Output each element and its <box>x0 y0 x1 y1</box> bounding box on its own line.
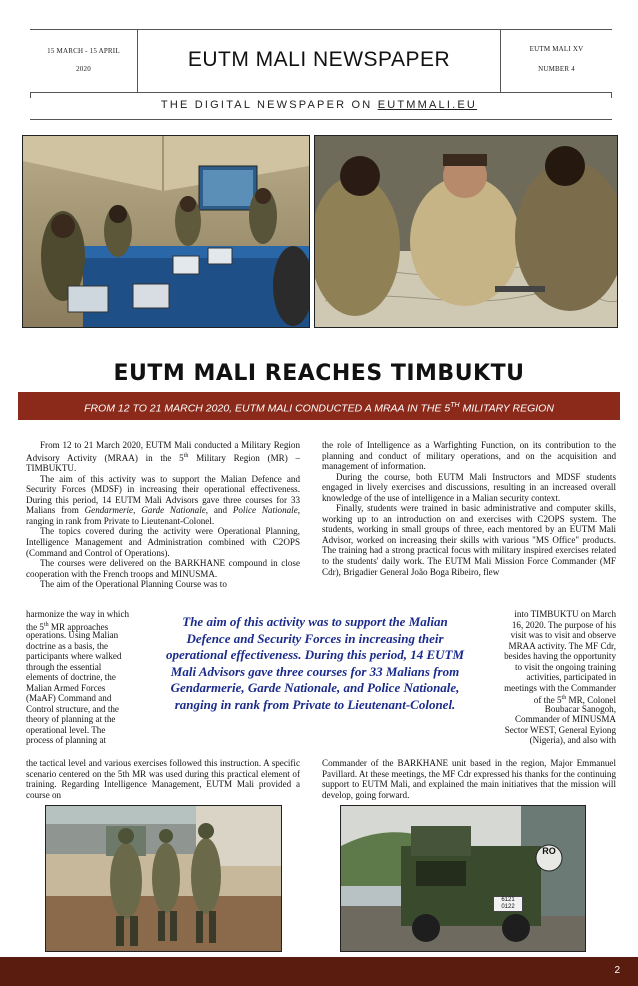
vehicle-photo-image <box>341 806 585 951</box>
paragraph: The topics covered during the activity were Operational Planning, Intelligence Management and Administration combined with C2OPS (Command and Control of Operations). <box>26 526 300 558</box>
text-line: Control structure, and the <box>26 703 119 714</box>
masthead-year: 2020 <box>76 65 91 73</box>
left-column-end <box>26 758 300 800</box>
text-line: to visit the ongoing training <box>514 661 616 672</box>
text-line: Commander of MINUSMA <box>514 714 616 724</box>
classroom-photo-image <box>23 136 309 327</box>
masthead-divider-right <box>500 29 501 92</box>
photo-armored-vehicle <box>340 805 586 952</box>
text-line: harmonize the way in which <box>26 609 130 619</box>
masthead-top-rule <box>30 29 612 30</box>
text-line: MRAA activity. The MF Cdr, <box>508 640 616 651</box>
masthead-mission: EUTM MALI XV <box>529 45 584 53</box>
paragraph: The aim of this activity was to support the Malian Defence and Security Forces (MDSF) in increasing their operational effectiveness. During this period, 14 EUTM Mali Advisors gave three courses for 33 Malians from Gendarmerie, Garde Nationale, and Police Nationale, ranging in rank from Private to Lieutenant-Colonel. <box>26 473 301 526</box>
text-line: meetings with the Commander <box>504 682 616 693</box>
text-line: process of planning at <box>26 735 107 745</box>
text-line: besides having the opportunity <box>504 651 616 661</box>
text-line: the 5th MR approaches <box>26 621 109 632</box>
tagline-rule <box>30 119 612 120</box>
text-line: of the 5th MR, Colonel <box>533 695 616 706</box>
tagline <box>0 99 638 111</box>
photo-map-study <box>314 135 618 328</box>
paragraph: Commander of the BARKHANE unit based in the region, Major Emmanuel Pavillard. At these meetings, the MF Cdr expressed his thanks for the continuing support to EUTM Mali, and explained the main initiatives that the mission will develop, going forward. <box>322 758 616 800</box>
masthead-bottom-rule <box>30 92 612 93</box>
text-line: visit was to visit and observe <box>510 630 616 640</box>
right-column-end <box>322 758 616 800</box>
text-line: operations. Using Malian <box>26 630 119 640</box>
masthead-date-range: 15 MARCH - 15 APRIL <box>47 47 120 55</box>
masthead-title: EUTM MALI NEWSPAPER <box>187 48 451 71</box>
text-line: 16, 2020. The purpose of his <box>511 619 616 630</box>
page-number: 2 <box>614 965 620 976</box>
vehicle-plate: 6121 0122 <box>493 896 523 912</box>
text-line: through the essential <box>26 661 102 672</box>
paragraph: the tactical level and various exercises followed this instruction. A specific scenario centered on the 5th MR was used during this practical element of training. Regarding Intelligence Management, EUTM Mali provided a course on <box>26 758 300 800</box>
text-line: participants where walked <box>26 651 122 661</box>
text-line: operational level. The <box>26 724 106 735</box>
text-line: doctrine as a basis, the <box>26 640 109 651</box>
paragraph: Finally, students were trained in basic administrative and computer skills, working up to an introduction on and exercises with C2OPS system. The students, working in small groups of three, each mentored by an EUTM Mali Advisor, worked on increasing their skills with various "MS Office" products. The training had a strong practical focus with military inspired exercises related to the students' daily work. The EUTM Mali Mission Force Commander (MF Cdr), Brigadier General João Boga Ribeiro, flew <box>322 503 616 577</box>
soldiers-photo-image <box>46 806 281 951</box>
vehicle-badge-label: RO <box>542 846 556 856</box>
photo-classroom <box>22 135 310 328</box>
tagline-rule-cap-left <box>30 92 31 98</box>
text-line: elements of doctrine, the <box>26 672 116 682</box>
photo-soldiers <box>45 805 282 952</box>
paragraph: During the course, both EUTM Mali Instructors and MDSF students engaged in lively exercises and discussions, resulting in an increased overall knowledge of the use of intelligence in a Malian security context. <box>322 471 616 503</box>
tagline-link[interactable]: EUTMMALI.EU <box>377 99 478 111</box>
page-footer <box>0 957 638 986</box>
text-line: (MaAF) Command and <box>26 693 112 703</box>
map-study-photo-image <box>315 136 617 327</box>
text-line: theory of planning at the <box>26 714 116 724</box>
text-line: Boubacar Sanogoh, <box>544 703 616 714</box>
paragraph: the role of Intelligence as a Warfighting Function, on its contribution to the planning and conduct of military operations, and on the acquisition and management of information. <box>322 440 616 472</box>
paragraph: The aim of the Operational Planning Course was to <box>40 579 227 590</box>
paragraph: From 12 to 21 March 2020, EUTM Mali conducted a Military Region Advisory Activity (MRAA) in the 5th Military Region (MR) – TIMBUKTU. <box>26 440 301 474</box>
text-line: activities, participated in <box>526 672 616 682</box>
article-subhead: FROM 12 TO 21 MARCH 2020, EUTM MALI CONDUCTED A MRAA IN THE 5TH MILITARY REGION <box>18 392 620 420</box>
text-line: Malian Armed Forces <box>26 682 106 693</box>
paragraph: The courses were delivered on the BARKHANE compound in close cooperation with the French troops and MINUSMA. <box>26 558 300 579</box>
text-line: (Nigeria), and also with <box>529 735 616 745</box>
tagline-rule-cap-right <box>611 92 612 98</box>
article-headline: EUTM MALI REACHES TIMBUKTU <box>113 361 525 386</box>
text-line: into TIMBUKTU on March <box>514 609 616 619</box>
text-line: Sector WEST, General Eyiong <box>504 724 616 735</box>
pull-quote: The aim of this activity was to support the Malian Defence and Security Forces in increasing their operational effectiveness. During this period, 14 EUTM Mali Advisors gave three courses for 33 Malians from Gendarmerie, Garde Nationale, and Police Nationale, ranging in rank from Private to Lieutenant-Colonel. <box>165 614 465 712</box>
tagline-text: THE DIGITAL NEWSPAPER ON <box>160 99 378 111</box>
masthead-issue: NUMBER 4 <box>538 65 575 73</box>
left-column-text <box>26 440 300 590</box>
right-column-text <box>322 440 616 577</box>
